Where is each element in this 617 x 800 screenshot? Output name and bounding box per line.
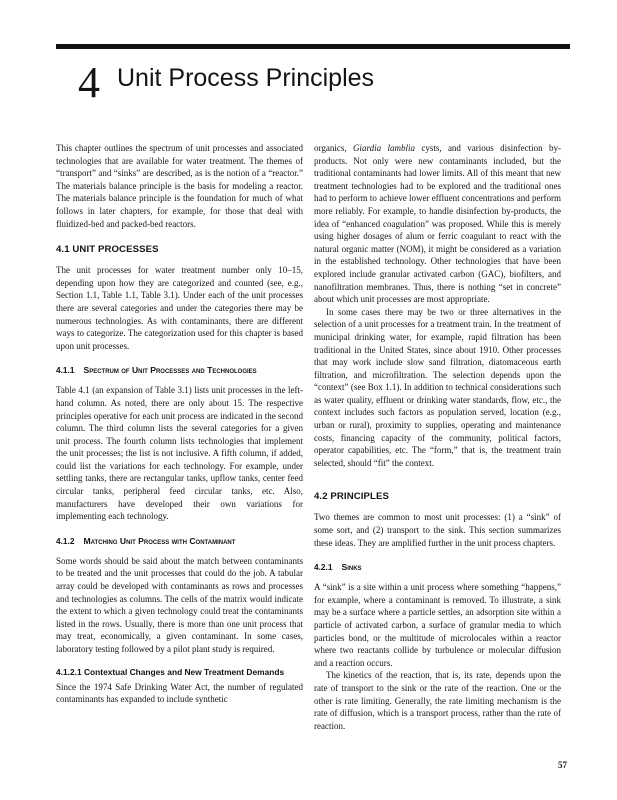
text-run: cysts, and various disinfection by-products. Not only were new contaminants included, but the traditional contaminants had lower limits. All of this meant that new treatment technologies had to be explored and the traditional ones had to perform to achieve lower effluent concentrations and perform more reliably. For example, to handle disinfection by-products, the idea of “enhanced coagulation” was proposed. While this is merely using higher dosages of alum or ferric coagulant to react with the natural organic matter (NOM), it might be considered as a variation in the established technology. Other technologies that have been explored include granular activated carbon (GAC), biofilters, and nanofiltration membranes. Thus, there is nothing “set in concrete” about which unit processes are most appropriate. [314,143,561,305]
left-column [56,142,303,706]
right-column [314,142,561,732]
continued-paragraph [314,142,561,306]
paragraph-4-1: The unit processes for water treatment number only 10–15, depending upon how they are categorized and counted (see, e.g., Section 1.1, Table 1.1, Table 3.1). Under each of the unit processes there are several categories and under the categories there may be numerous technologies. As with contaminants, there are different ways to categorize. The categorization used for this chapter is based upon unit processes. [56,265,303,351]
heading-title: Matching Unit Process with Contaminant [83,535,236,546]
paragraph-4-1-2-1: Since the 1974 Safe Drinking Water Act, the number of regulated contaminants has expanded to include synthetic [56,681,303,705]
subsection-heading-4-2-1 [314,562,561,573]
subsection-heading-4-1-1 [56,365,303,376]
section-heading-4-2: 4.2 PRINCIPLES [314,491,389,503]
intro-paragraph: This chapter outlines the spectrum of unit processes and associated technologies that are available for water treatment. The themes of “transport” and “sinks” are described, as is the notion of a “reactor.” The materials balance principle is the basis for modeling a reactor. The materials balance principle is the foundation for much of what follows in later chapters, for example, for those that deal with fluidized-bed and packed-bed reactors. [56,143,303,229]
heading-title: Sinks [341,562,362,573]
section-heading-4-1: 4.1 UNIT PROCESSES [56,244,159,256]
heading-number: 4.1.2 [56,535,75,546]
paragraph-4-1-1: Table 4.1 (an expansion of Table 3.1) lists unit processes in the left-hand column. As noted, there are only about 15. The respective principles operative for each unit process are indicated in the second column. The third column lists the several categories for a given unit process. The fourth column lists technologies that implement the unit processes; the list is not inclusive. A fifth column, if added, could list the variations for each technology. For example, under settling tanks, there are rectangular tanks, upflow tanks, center feed circular tanks, peripheral feed circular tanks, etc. Also, manufacturers have developed their own variations for implementing each technology. [56,385,303,522]
heading-number: 4.1.1 [56,365,75,376]
chapter-title: Unit Process Principles [117,64,375,92]
heading-number: 4.1.2.1 [56,666,82,677]
heading-number: 4.2.1 [314,562,333,573]
alternatives-paragraph: In some cases there may be two or three alternatives in the selection of a unit processes for a treatment train. In the treatment of municipal drinking water, for example, rapid filtration has been traditional in the United States, since about 1910. Other processes that may work include slow sand filtration, diatomaceous earth filtration, and microfiltration. The selection depends upon the “context” (see Box 1.1). In addition to technical considerations such as water quality, effluent or drinking water standards, flow, etc., the context includes such factors as population served, location (e.g., urban or rural), proximity to supplies, operating and maintenance costs, financing capacity of the community, political factors, operator capabilities, etc. The “form,” that is, the treatment train selected, should “fit” the context. [314,306,561,468]
species-name: Giardia lamblia [352,143,415,153]
kinetics-paragraph: The kinetics of the reaction, that is, its rate, depends upon the rate of transport to the sink or the rate of the reaction. One or the other is rate limiting. Generally, the rate limiting mechanism is the rate of diffusion, which is a transport process, rather than the rate of reaction. [314,670,561,731]
paragraph-4-2: Two themes are common to most unit processes: (1) a “sink” of some sort, and (2) transport to the sink. This section summarizes these ideas. They are amplified further in the unit process chapters. [314,512,561,548]
subsection-heading-4-1-2 [56,536,303,547]
chapter-number: 4 [78,58,100,107]
page-number: 57 [558,760,567,770]
subsubsection-heading-4-1-2-1 [56,667,303,678]
heading-title: Spectrum of Unit Processes and Technologies [83,365,257,376]
text-run: organics, [314,143,353,153]
paragraph-4-2-1: A “sink” is a site within a unit process where something “happens,” for example, where a contaminant is removed. To illustrate, a sink may be a surface where a particle settles, an adsorption site within a particle of activated carbon, a surface of granular media to which particles bond, or the multitude of microlocales within a reactor where two reactants collide by turbulence or molecular diffusion and a reaction occurs. [314,582,561,668]
heading-title: Contextual Changes and New Treatment Demands [84,666,285,677]
paragraph-4-1-2: Some words should be said about the match between contaminants to be treated and the unit processes that could do the job. A tabular array could be developed with contaminants as rows and processes and technologies as columns. The cells of the matrix would indicate the extent to which a given technology could treat the contaminants listed in the rows. Usually, there is more than one unit process that may treat, economically, a given contaminant. In some cases, laboratory testing followed by a pilot plant study is required. [56,555,303,654]
top-rule [56,44,570,49]
